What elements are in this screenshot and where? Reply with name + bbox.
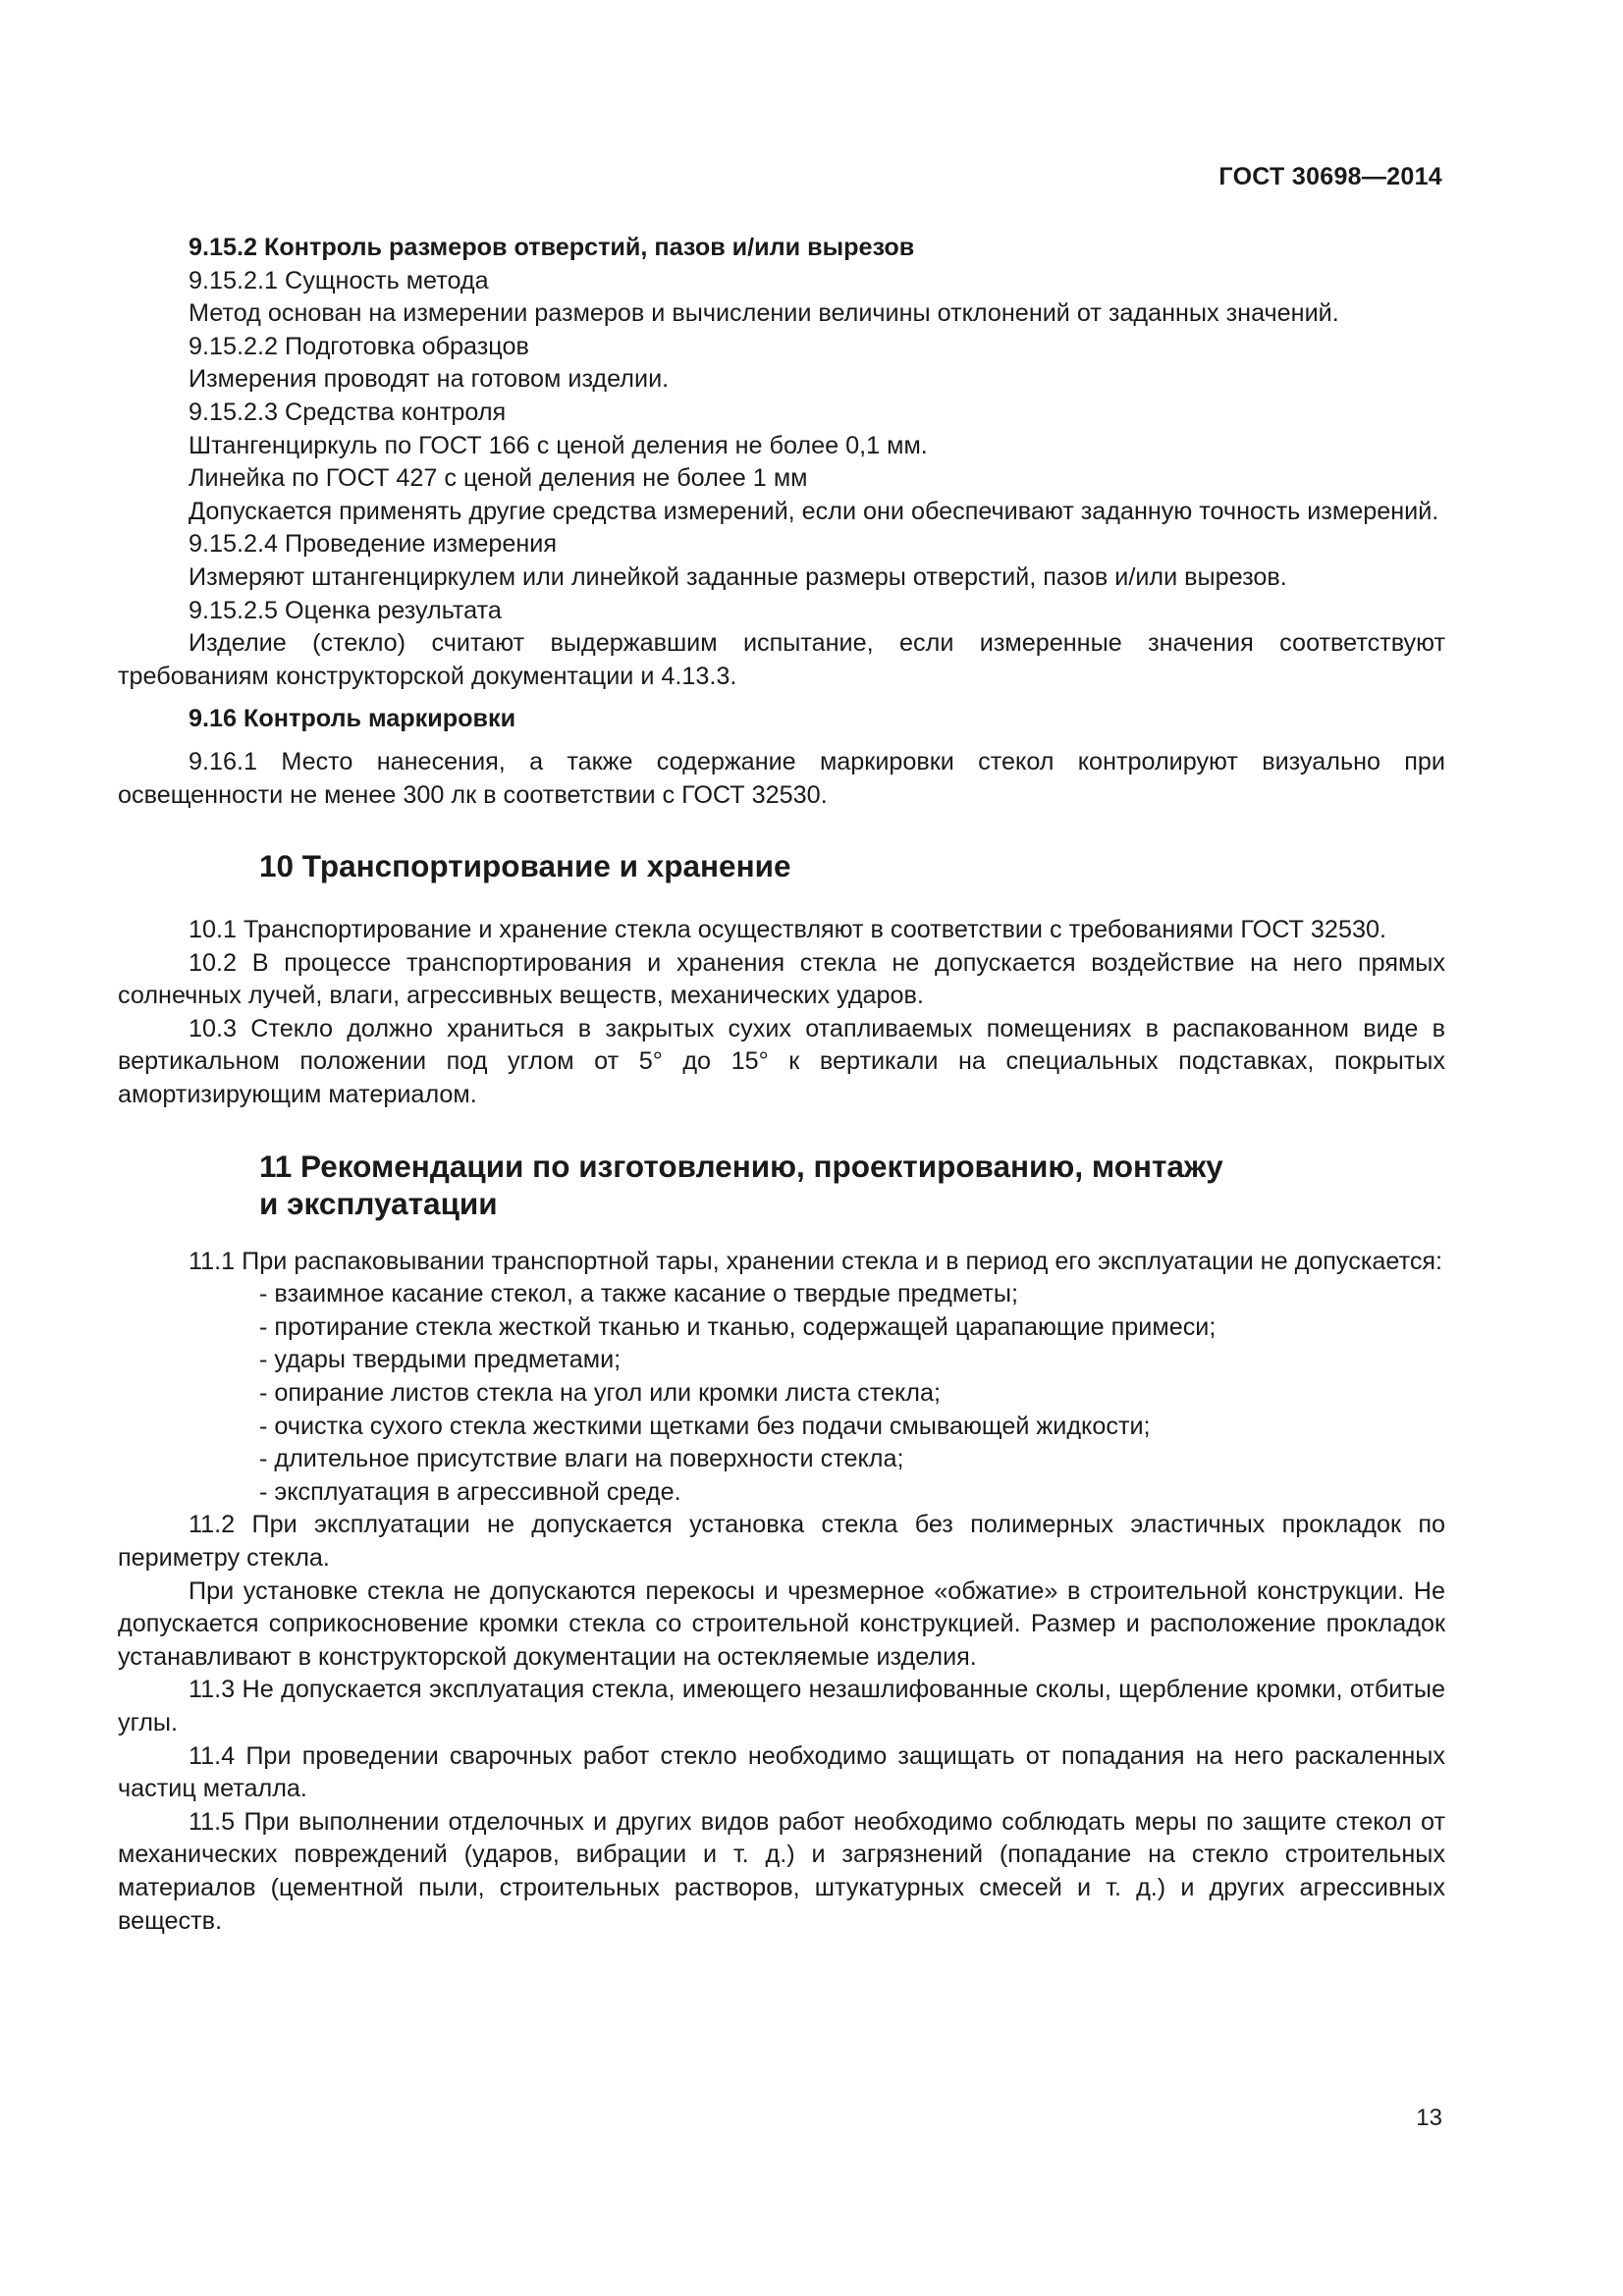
paragraph: 9.15.2.4 Проведение измерения <box>189 530 557 559</box>
subsection-number: 9.16 <box>189 705 238 733</box>
document-body <box>118 232 1445 1938</box>
list-item: - протирание стекла жесткой тканью и тканью, содержащей царапающие примеси; <box>259 1312 1217 1341</box>
paragraph: Изделие (стекло) считают выдержавшим испытание, если измеренные значения соответствуют требованиям конструкторской документации и 4.13.3. <box>118 629 1445 690</box>
paragraph: 9.15.2.5 Оценка результата <box>189 596 502 624</box>
list-item: - очистка сухого стекла жесткими щетками без подачи смывающей жидкости; <box>259 1412 1151 1440</box>
page-number: 13 <box>1416 2105 1442 2131</box>
paragraph: Измеряют штангенциркулем или линейкой заданные размеры отверстий, пазов и/или вырезов. <box>189 562 1287 591</box>
paragraph: 11.5 При выполнении отделочных и других видов работ необходимо соблюдать меры по защите стекол от механических повреждений (ударов, вибрации и т. д.) и загрязнений (попадание на стекло строительных материалов (цементной пыли, строительных растворов, штукатурных смесей и т. д.) и других агрессивных веществ. <box>118 1807 1445 1935</box>
standard-designation: ГОСТ 30698—2014 <box>1218 163 1442 190</box>
section-heading-10: 10 Транспортирование и хранение <box>259 848 791 884</box>
paragraph: Метод основан на измерении размеров и вычислении величины отклонений от заданных значений. <box>189 299 1339 328</box>
list-item: - удары твердыми предметами; <box>259 1346 622 1374</box>
paragraph: 9.16.1 Место нанесения, а также содержание маркировки стекол контролируют визуально при освещенности не менее 300 лк в соответствии с ГОСТ 32530. <box>118 747 1445 809</box>
paragraph: 9.15.2.2 Подготовка образцов <box>189 332 529 360</box>
list-item: - эксплуатация в агрессивной среде. <box>259 1477 681 1506</box>
paragraph: 11.2 При эксплуатации не допускается установка стекла без полимерных эластичных прокладок по периметру стекла. <box>118 1511 1445 1572</box>
paragraph: 10.2 В процессе транспортирования и хранения стекла не допускается воздействие на него прямых солнечных лучей, влаги, агрессивных веществ, механических ударов. <box>118 948 1445 1010</box>
subsection-title: Контроль размеров отверстий, пазов и/или вырезов <box>264 234 915 261</box>
section-heading-11-line1: 11 Рекомендации по изготовлению, проектированию, монтажу <box>259 1148 1223 1184</box>
subsection-heading-9-15-2 <box>118 232 1445 265</box>
paragraph: Линейка по ГОСТ 427 с ценой деления не более 1 мм <box>189 464 808 493</box>
subsection-heading-9-16 <box>118 703 1445 736</box>
section-heading-11-line2: и эксплуатации <box>259 1185 498 1221</box>
paragraph: 11.3 Не допускается эксплуатация стекла, имеющего незашлифованные сколы, щербление кромки, отбитые углы. <box>118 1676 1445 1736</box>
paragraph: 10.1 Транспортирование и хранение стекла осуществляют в соответствии с требованиями ГОСТ 32530. <box>189 916 1386 944</box>
paragraph: 11.1 При распаковывании транспортной тары, хранении стекла и в период его эксплуатации не допускается: <box>189 1247 1443 1275</box>
list-item: - взаимное касание стекол, а также касание о твердые предметы; <box>259 1280 1018 1308</box>
subsection-title: Контроль маркировки <box>243 705 516 733</box>
paragraph: 9.15.2.3 Средства контроля <box>189 398 507 426</box>
paragraph: 9.15.2.1 Сущность метода <box>189 266 489 294</box>
paragraph: Штангенциркуль по ГОСТ 166 с ценой деления не более 0,1 мм. <box>189 431 928 459</box>
subsection-number: 9.15.2 <box>189 234 258 261</box>
list-item: - длительное присутствие влаги на поверхности стекла; <box>259 1445 904 1473</box>
paragraph: Допускается применять другие средства измерений, если они обеспечивают заданную точность измерений. <box>189 497 1439 525</box>
list-item: - опирание листов стекла на угол или кромки листа стекла; <box>259 1379 942 1408</box>
paragraph: 10.3 Стекло должно храниться в закрытых сухих отапливаемых помещениях в распакованном виде в вертикальном положении под углом от 5° до 15° к вертикали на специальных подставках, покрытых амортизирующим материалом. <box>118 1014 1445 1109</box>
paragraph: Измерения проводят на готовом изделии. <box>189 365 670 394</box>
paragraph: При установке стекла не допускаются перекосы и чрезмерное «обжатие» в строительной конструкции. Не допускается соприкосновение кромки стекла со строительной конструкцией. Размер и расположение прокладок устанавливают в конструкторской документации на остекляемые изделия. <box>118 1576 1445 1671</box>
paragraph: 11.4 При проведении сварочных работ стекло необходимо защищать от попадания на него раскаленных частиц металла. <box>118 1741 1445 1803</box>
